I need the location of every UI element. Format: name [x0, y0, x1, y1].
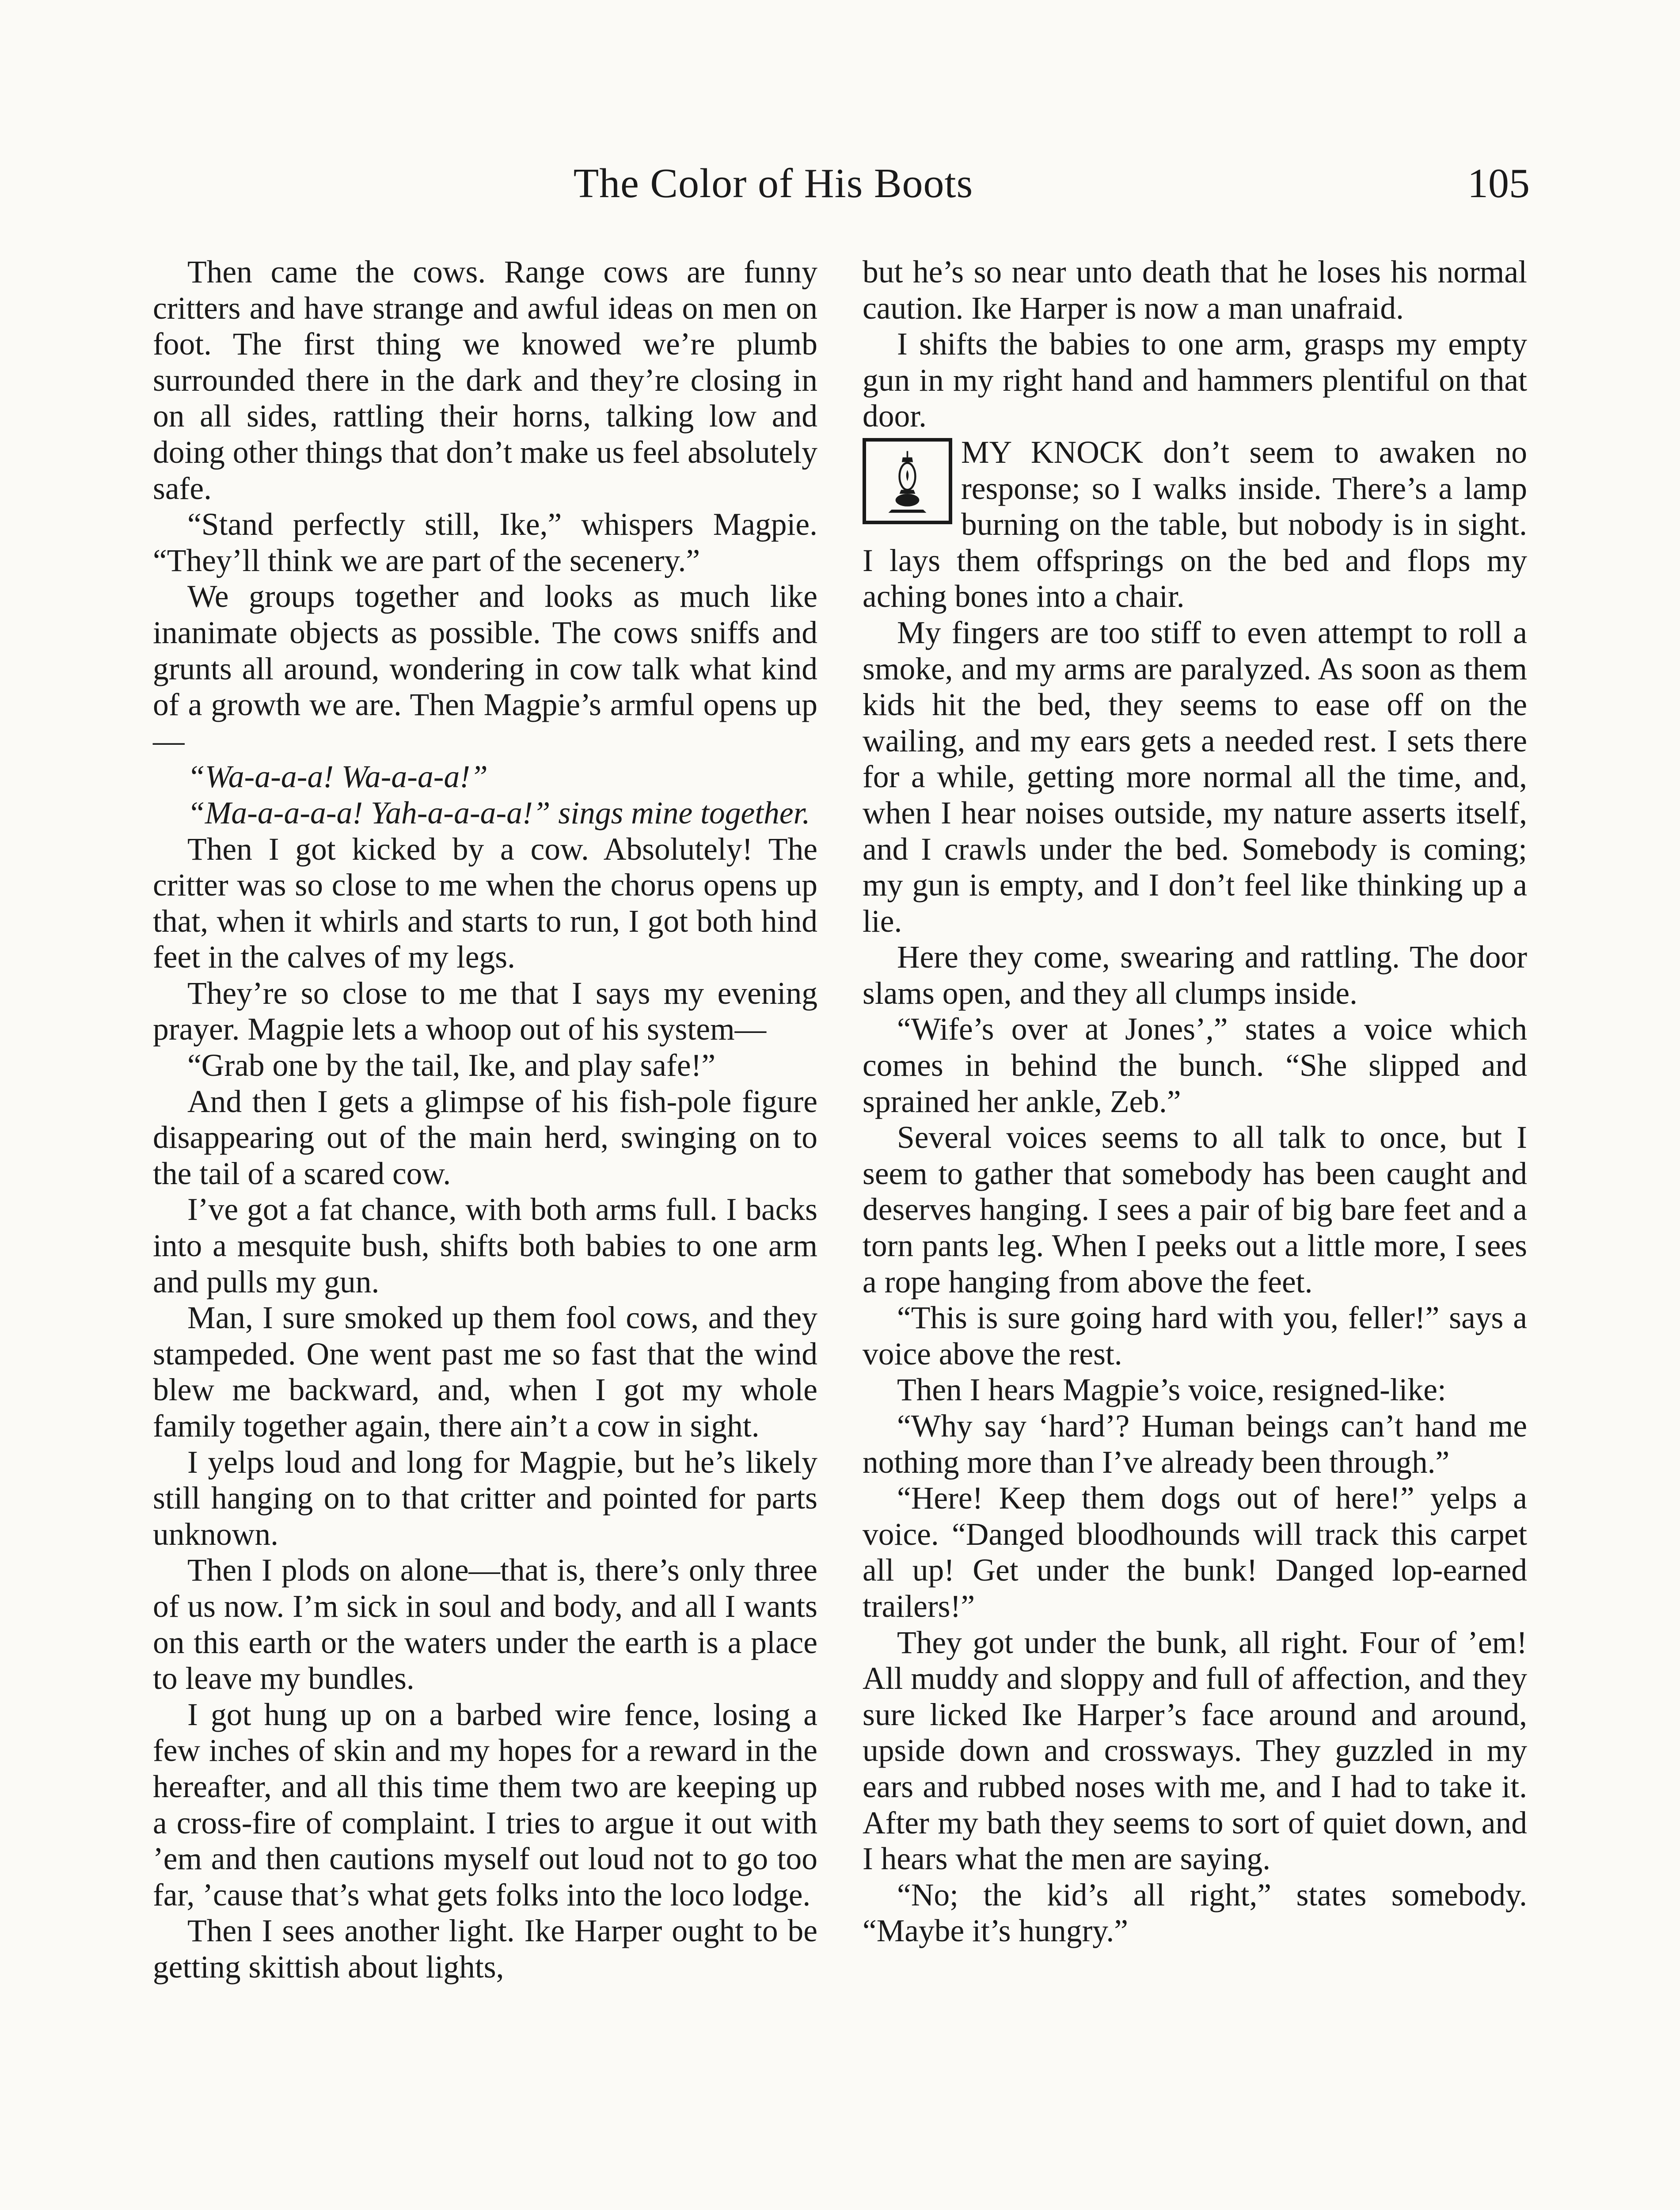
paragraph: “This is sure going hard with you, feller!” says a voice above the rest. [863, 1300, 1527, 1372]
paragraph: “Here! Keep them dogs out of here!” yelps a voice. “Danged bloodhounds will track this carpet all up! Get under the bunk! Danged lop-earned trailers!” [863, 1481, 1527, 1624]
paragraph: We groups together and looks as much like inanimate objects as possible. The cows sniffs and grunts all around, wondering in cow talk what kind of a growth we are. Then Magpie’s armful opens up— [153, 579, 817, 758]
paragraph: Several voices seems to all talk to once, but I seem to gather that somebody has been caught and deserves hanging. I sees a pair of big bare feet and a torn pants leg. When I peeks out a little more, I sees a rope hanging from above the feet. [863, 1120, 1527, 1299]
paragraph: but he’s so near unto death that he loses his normal caution. Ike Harper is now a man unafraid. [863, 255, 1527, 326]
paragraph-text: “Ma-a-a-a-a! Yah-a-a-a-a!” sings mine together. [187, 795, 810, 831]
paragraph-text: MY KNOCK don’t seem to awaken no response; so I walks inside. There’s a lamp burning on the table, but nobody is in sight. I lays them offsprings on the bed and flops my aching bones into a chair. [863, 434, 1527, 614]
paragraph: They got under the bunk, all right. Four of ’em! All muddy and sloppy and full of affection, and they sure licked Ike Harper’s face around and around, upside down and crossways. They guzzled in my ears and rubbed noses with me, and I had to take it. After my bath they seems to sort of quiet down, and I hears what the men are saying. [863, 1625, 1527, 1877]
paragraph: Then came the cows. Range cows are funny critters and have strange and awful ideas on men on foot. The first thing we knowed we’re plumb surrounded there in the dark and they’re closing in on all sides, rattling their horns, talking low and doing other things that don’t make us feel absolutely safe. [153, 255, 817, 506]
page-number: 105 [1467, 160, 1530, 206]
paragraph: And then I gets a glimpse of his fish-pole figure disappearing out of the main herd, swinging on to the tail of a scared cow. [153, 1084, 817, 1191]
paragraph-text: “Wa-a-a-a! Wa-a-a-a!” [187, 759, 488, 795]
paragraph [153, 759, 817, 795]
paragraph: Here they come, swearing and rattling. The door slams open, and they all clumps inside. [863, 940, 1527, 1011]
paragraph: They’re so close to me that I says my evening prayer. Magpie lets a whoop out of his system— [153, 975, 817, 1047]
right-column [863, 254, 1527, 1949]
paragraph: Then I plods on alone—that is, there’s only three of us now. I’m sick in soul and body, and all I wants on this earth or the waters under the earth is a place to leave my bundles. [153, 1553, 817, 1696]
paragraph: “Wife’s over at Jones’,” states a voice which comes in behind the bunch. “She slipped and sprained her ankle, Zeb.” [863, 1012, 1527, 1119]
running-title: The Color of His Boots [573, 160, 973, 206]
paragraph: Then I sees another light. Ike Harper ought to be getting skittish about lights, [153, 1913, 817, 1985]
paragraph: “Why say ‘hard’? Human beings can’t hand me nothing more than I’ve already been through.” [863, 1409, 1527, 1480]
paragraph: I got hung up on a barbed wire fence, losing a few inches of skin and my hopes for a reward in the hereafter, and all this time them two are keeping up a cross-fire of complaint. I tries to argue it out with ’em and then cautions myself out loud not to go too far, ’cause that’s what gets folks into the loco lodge. [153, 1697, 817, 1913]
paragraph: “Grab one by the tail, Ike, and play safe!” [187, 1048, 716, 1083]
paragraph [863, 434, 1527, 615]
paragraph: “No; the kid’s all right,” states somebody. “Maybe it’s hungry.” [863, 1877, 1527, 1949]
paragraph [153, 795, 817, 831]
paragraph: My fingers are too stiff to even attempt to roll a smoke, and my arms are paralyzed. As soon as them kids hit the bed, they seems to ease off on the wailing, and my ears gets a needed rest. I sets there for a while, getting more normal all the time, and, when I hear noises outside, my nature asserts itself, and I crawls under the bed. Somebody is coming; my gun is empty, and I don’t feel like thinking up a lie. [863, 615, 1527, 939]
paragraph: Then I hears Magpie’s voice, resigned-like: [897, 1372, 1446, 1408]
paragraph: “Stand perfectly still, Ike,” whispers Magpie. “They’ll think we are part of the secenery.” [153, 507, 817, 578]
paragraph: I shifts the babies to one arm, grasps my empty gun in my right hand and hammers plentiful on that door. [863, 327, 1527, 434]
paragraph: Then I got kicked by a cow. Absolutely! The critter was so close to me when the chorus opens up that, when it whirls and starts to run, I got both hind feet in the calves of my legs. [153, 831, 817, 975]
running-head [0, 157, 1680, 210]
paragraph: I’ve got a fat chance, with both arms full. I backs into a mesquite bush, shifts both babies to one arm and pulls my gun. [153, 1192, 817, 1299]
left-column [153, 254, 817, 1985]
oil-lamp-icon [863, 438, 952, 524]
paragraph: I yelps loud and long for Magpie, but he’s likely still hanging on to that critter and pointed for parts unknown. [153, 1444, 817, 1552]
paragraph: Man, I sure smoked up them fool cows, and they stampeded. One went past me so fast that the wind blew me backward, and, when I got my whole family together again, there ain’t a cow in sight. [153, 1300, 817, 1444]
